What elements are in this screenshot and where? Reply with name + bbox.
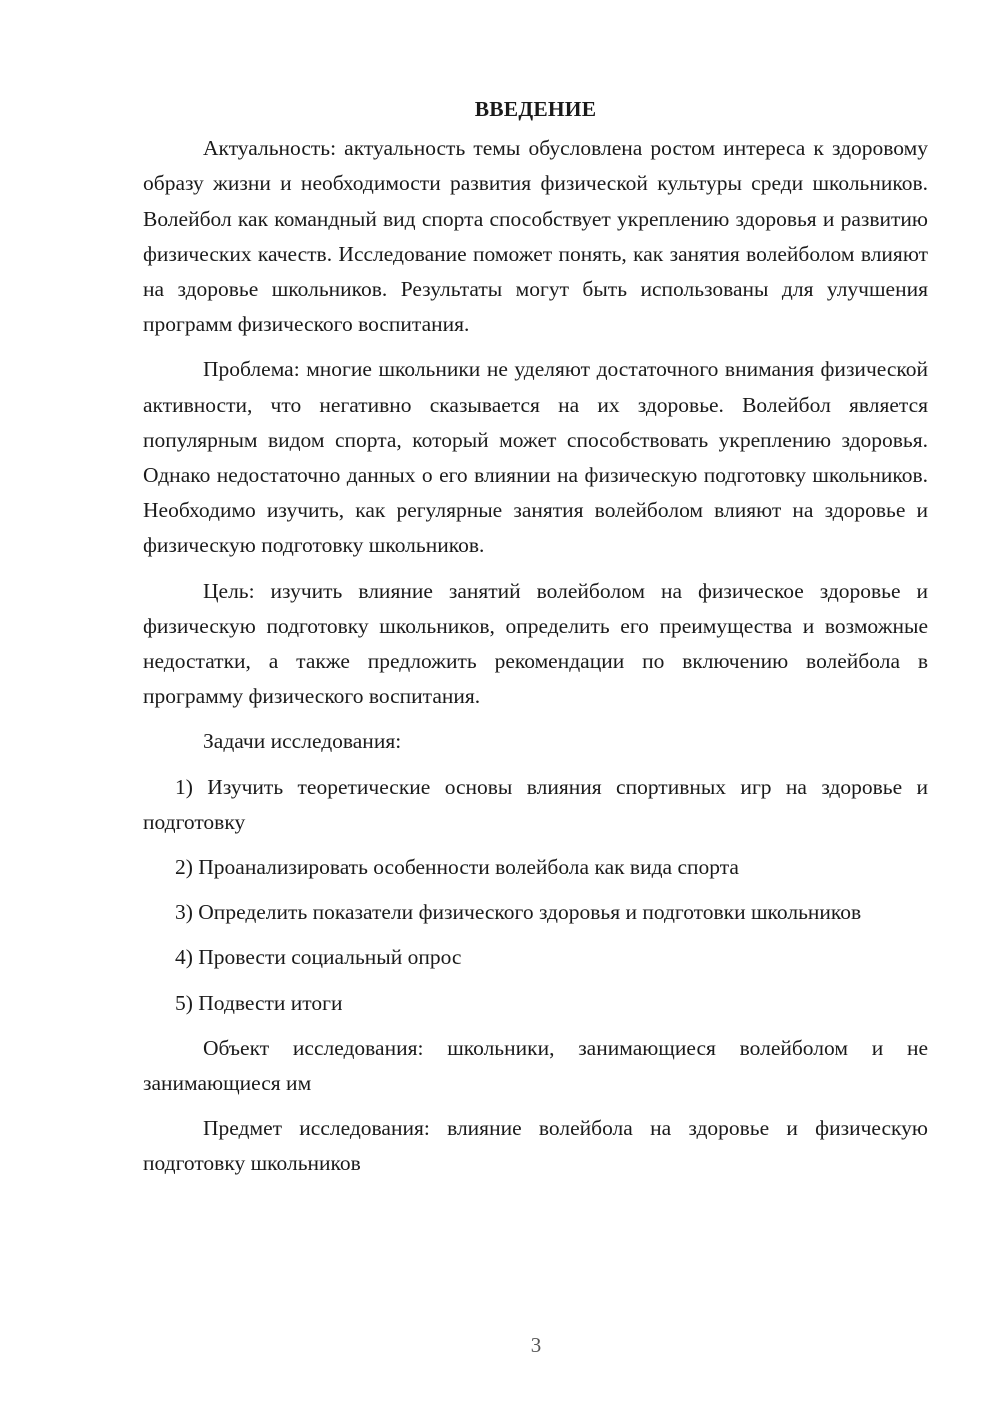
task-item-5: 5) Подвести итоги xyxy=(175,990,343,1015)
paragraph-problem: Проблема: многие школьники не уделяют достаточного внимания физической активности, что негативно сказывается на их здоровье. Волейбол является популярным видом спорта, который может способствовать укреплению здоровья. Однако недостаточно данных о его влиянии на физическую подготовку школьников. Необходимо изучить, как регулярные занятия волейболом влияют на здоровье и физическую подготовку школьников. xyxy=(143,357,928,558)
paragraph-goal: Цель: изучить влияние занятий волейболом на физическое здоровье и физическую подготовку школьников, определить его преимущества и возможные недостатки, а также предложить рекомендации по включению волейбола в программу физического воспитания. xyxy=(143,578,928,709)
paragraph-subject: Предмет исследования: влияние волейбола на здоровье и физическую подготовку школьников xyxy=(143,1116,928,1176)
document-page xyxy=(143,92,928,1192)
task-item-1: 1) Изучить теоретические основы влияния спортивных игр на здоровье и подготовку xyxy=(143,774,928,834)
task-item-3: 3) Определить показатели физического здоровья и подготовки школьников xyxy=(175,900,862,925)
paragraph-object: Объект исследования: школьники, занимающиеся волейболом и не занимающиеся им xyxy=(143,1035,928,1096)
page-number: 3 xyxy=(530,1333,542,1357)
page-title: ВВЕДЕНИЕ xyxy=(474,97,597,121)
tasks-heading: Задачи исследования: xyxy=(203,729,402,754)
task-item-2: 2) Проанализировать особенности волейбола как вида спорта xyxy=(175,855,739,880)
paragraph-relevance: Актуальность: актуальность темы обусловлена ростом интереса к здоровому образу жизни и необходимости развития физической культуры среди школьников. Волейбол как командный вид спорта способствует укреплению здоровья и развитию физических качеств. Исследование поможет понять, как занятия волейболом влияют на здоровье школьников. Результаты могут быть использованы для улучшения программ физического воспитания. xyxy=(143,136,928,337)
task-item-4: 4) Провести социальный опрос xyxy=(175,945,462,970)
